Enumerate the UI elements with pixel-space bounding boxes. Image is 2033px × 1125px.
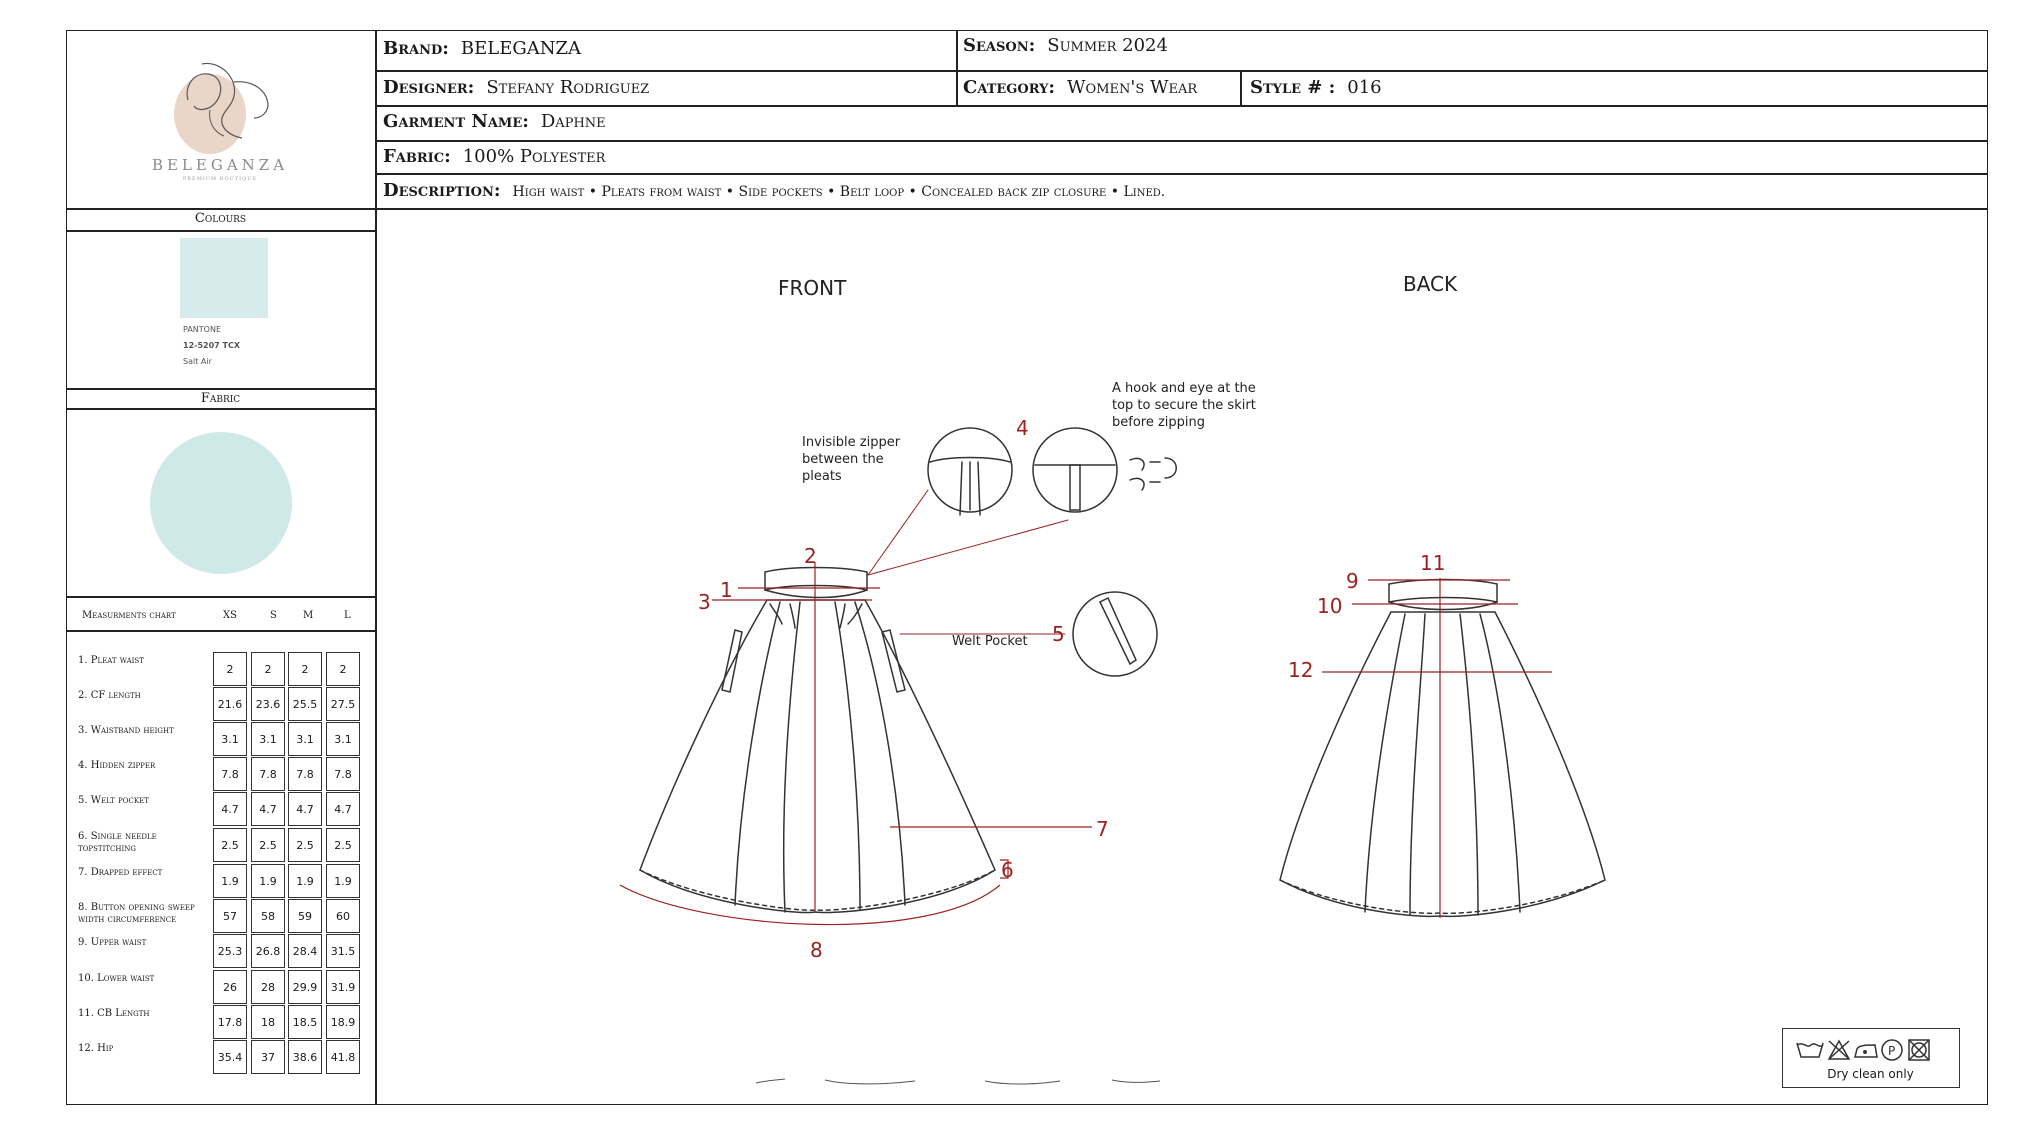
wash-no-icon [1797, 1043, 1823, 1057]
callout-8: 8 [810, 938, 823, 962]
size-header: S [270, 610, 277, 621]
measurement-cell: 29.9 [288, 970, 322, 1004]
season-label: Season: [963, 35, 1036, 56]
measurement-label: 5. Welt pocket [78, 795, 149, 806]
measurement-cell: 7.8 [326, 757, 360, 791]
colours-heading: Colours [194, 211, 247, 226]
welt-pocket-note: Welt Pocket [952, 634, 1028, 649]
measurement-cell: 2.5 [251, 828, 285, 862]
callout-1: 1 [720, 578, 733, 602]
size-header: XS [223, 610, 237, 621]
measurement-cell: 2.5 [213, 828, 247, 862]
measurement-cell: 1.9 [288, 864, 322, 898]
measurement-cell: 2 [288, 652, 322, 686]
svg-text:P: P [1888, 1044, 1896, 1058]
measurement-cell: 31.5 [326, 934, 360, 968]
measurement-label: 10. Lower waist [78, 973, 155, 984]
callout-6: 6 [1001, 858, 1014, 882]
measurement-cell: 1.9 [326, 864, 360, 898]
measurements-title: Measurments chart [82, 610, 176, 621]
fabric-value: 100% Polyester [462, 146, 606, 167]
welt-pocket-detail-icon [1073, 592, 1157, 676]
designer-label: Designer: [383, 77, 475, 98]
brand-value: BELEGANZA [460, 38, 581, 59]
callout-10: 10 [1317, 594, 1343, 618]
callout-2: 2 [804, 544, 817, 568]
callout-5: 5 [1052, 622, 1065, 646]
category-label: Category: [963, 77, 1056, 98]
measurement-cell: 17.8 [213, 1005, 247, 1039]
measurement-cell: 59 [288, 899, 322, 933]
zipper-note: Invisible zipper between the pleats [802, 435, 901, 484]
measurement-cell: 1.9 [251, 864, 285, 898]
pantone-brand: PANTONE [183, 325, 221, 334]
measurement-cell: 18 [251, 1005, 285, 1039]
measurement-cell: 3.1 [288, 722, 322, 756]
category-value: Women's Wear [1067, 77, 1198, 98]
measurement-label: 12. Hip [78, 1043, 114, 1054]
logo-tagline: PREMIUM BOUTIQUE [182, 176, 258, 182]
fabric-label: Fabric: [383, 146, 451, 167]
measurement-cell: 7.8 [213, 757, 247, 791]
measurement-cell: 3.1 [213, 722, 247, 756]
measurement-cell: 28.4 [288, 934, 322, 968]
measurement-label: 7. Drapped effect [78, 867, 163, 878]
callout-11: 11 [1420, 551, 1446, 575]
measurement-cell: 21.6 [213, 687, 247, 721]
season-value: Summer 2024 [1047, 35, 1168, 56]
measurement-cell: 60 [326, 899, 360, 933]
measurement-cell: 4.7 [288, 792, 322, 826]
measurement-cell: 2 [213, 652, 247, 686]
measurement-cell: 23.6 [251, 687, 285, 721]
measurement-cell: 18.5 [288, 1005, 322, 1039]
callout-3: 3 [698, 590, 711, 614]
front-view-label: FRONT [778, 276, 847, 300]
hook-eye-detail-icon [1033, 428, 1176, 512]
measurement-label: 8. Button opening sweep width circumference [78, 902, 195, 925]
measurement-cell: 4.7 [213, 792, 247, 826]
care-symbols [1795, 1037, 1945, 1063]
measurement-cell: 4.7 [326, 792, 360, 826]
measurement-label: 11. CB Length [78, 1008, 150, 1019]
callout-7: 7 [1096, 817, 1109, 841]
callout-12: 12 [1288, 658, 1314, 682]
measurement-cell: 3.1 [251, 722, 285, 756]
garment-label: Garment Name: [383, 111, 529, 132]
measurement-cell: 2.5 [326, 828, 360, 862]
style-label: Style # : [1250, 77, 1336, 98]
size-header: M [303, 610, 314, 621]
measurement-cell: 1.9 [213, 864, 247, 898]
care-text: Dry clean only [1827, 1067, 1914, 1081]
measurement-cell: 25.3 [213, 934, 247, 968]
measurement-cell: 3.1 [326, 722, 360, 756]
measurement-label: 3. Waistband height [78, 725, 174, 736]
measurement-cell: 38.6 [288, 1040, 322, 1074]
measurement-label: 1. Pleat waist [78, 655, 144, 666]
garment-value: Daphne [540, 111, 606, 132]
measurement-cell: 7.8 [251, 757, 285, 791]
measurement-cell: 28 [251, 970, 285, 1004]
measurement-cell: 26 [213, 970, 247, 1004]
back-view-label: BACK [1403, 272, 1458, 296]
measurement-cell: 35.4 [213, 1040, 247, 1074]
measurement-label: 6. Single needle topstitching [78, 831, 157, 854]
brand-label: Brand: [383, 38, 449, 59]
measurement-label: 9. Upper waist [78, 937, 147, 948]
measurement-cell: 58 [251, 899, 285, 933]
pantone-name: Salt Air [183, 357, 212, 366]
description-label: Description: [383, 180, 501, 201]
designer-value: Stefany Rodriguez [486, 77, 650, 98]
measurement-cell: 7.8 [288, 757, 322, 791]
measurement-cell: 27.5 [326, 687, 360, 721]
front-skirt-illustration [640, 568, 995, 913]
logo-wordmark: BELEGANZA [151, 156, 289, 174]
measurement-label: 4. Hidden zipper [78, 760, 156, 771]
measurement-cell: 57 [213, 899, 247, 933]
pantone-code: 12-5207 TCX [183, 341, 240, 350]
back-skirt-illustration [1280, 580, 1605, 917]
measurement-cell: 31.9 [326, 970, 360, 1004]
measurement-cell: 2 [251, 652, 285, 686]
measurement-label: 2. CF length [78, 690, 141, 701]
measurement-cell: 18.9 [326, 1005, 360, 1039]
measurement-cell: 41.8 [326, 1040, 360, 1074]
measurement-cell: 4.7 [251, 792, 285, 826]
measurement-cell: 37 [251, 1040, 285, 1074]
measurement-lines [620, 562, 1552, 925]
measurement-cell: 2.5 [288, 828, 322, 862]
tumble-dry-no-icon [1909, 1040, 1929, 1060]
description-value: High waist • Pleats from waist • Side pockets • Belt loop • Concealed back zip closure • Lined. [512, 184, 1166, 200]
fabric-heading: Fabric [200, 391, 241, 406]
callout-9: 9 [1346, 569, 1359, 593]
size-header: L [344, 610, 351, 621]
hook-note: A hook and eye at the top to secure the skirt before zipping [1112, 381, 1256, 430]
measurement-cell: 26.8 [251, 934, 285, 968]
iron-icon [1855, 1045, 1877, 1057]
bleach-no-icon [1829, 1041, 1849, 1059]
style-value: 016 [1347, 77, 1382, 98]
measurement-cell: 25.5 [288, 687, 322, 721]
care-label-box [1782, 1028, 1960, 1088]
zipper-detail-icon [928, 428, 1012, 515]
callout-4: 4 [1016, 416, 1029, 440]
measurement-cell: 2 [326, 652, 360, 686]
